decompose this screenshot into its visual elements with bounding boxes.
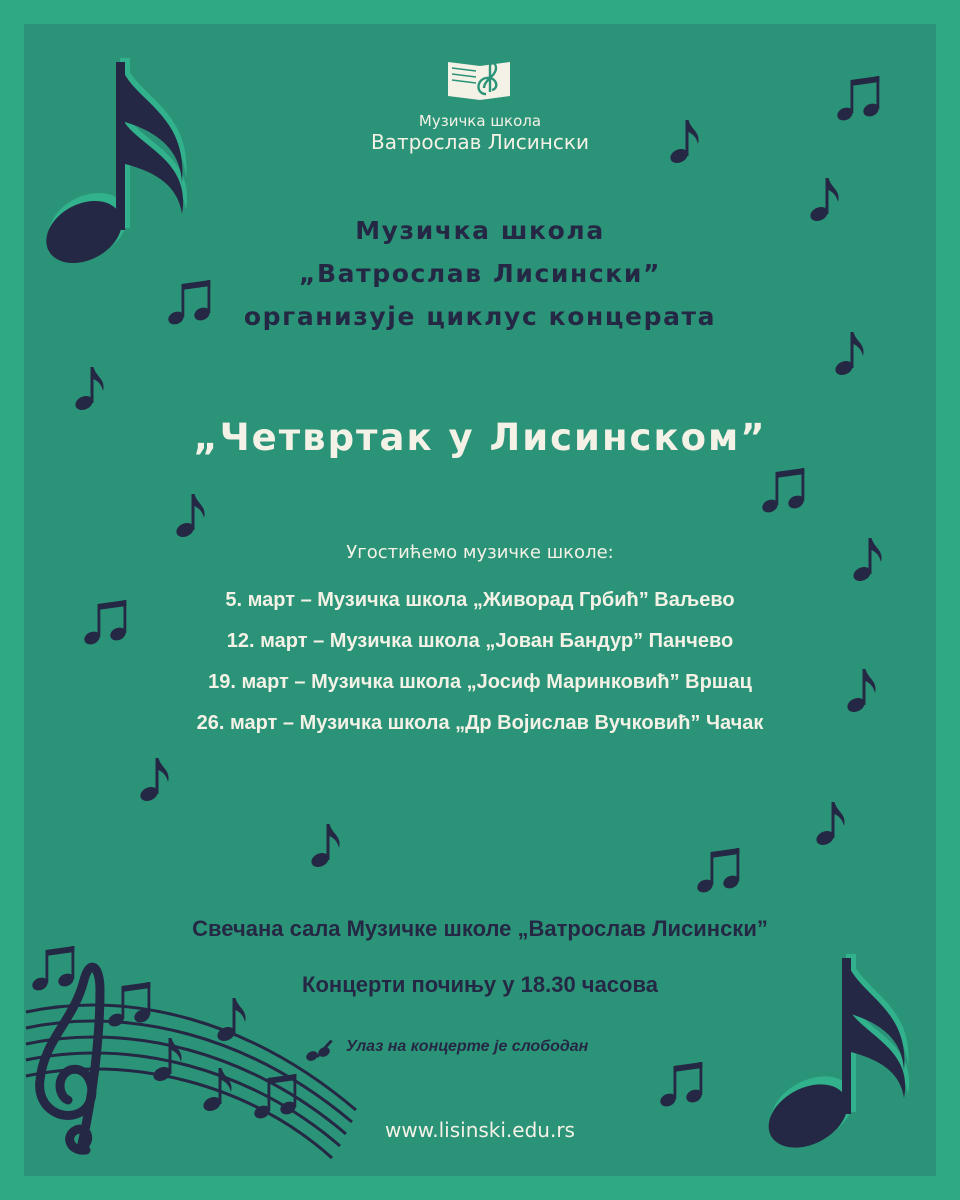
heading-line-3: организује циклус концерата: [243, 302, 717, 331]
venue: Свечана сала Музичке школе „Ватрослав Лисински”: [192, 916, 768, 941]
heading-line-2: „Ватрослав Лисински”: [298, 259, 662, 288]
cycle-title: „Четвртак у Лисинском”: [193, 416, 767, 459]
logo-school-label: Музичка школа: [418, 112, 542, 130]
concert-item: 12. март – Музичка школа „Јован Бандур” Панчево: [226, 630, 734, 652]
logo-school-name: Ватрослав Лисински: [371, 130, 589, 154]
guests-intro: Угостићемо музичке школе:: [346, 542, 614, 563]
concert-item: 26. март – Музичка школа „Др Војислав Вучковић” Чачак: [196, 712, 764, 734]
start-time: Концерти почињу у 18.30 часова: [302, 972, 658, 997]
school-logo-icon: [446, 58, 512, 102]
concert-item: 5. март – Музичка школа „Живорад Грбић” Ваљево: [225, 589, 735, 611]
website-link[interactable]: www.lisinski.edu.rs: [385, 1118, 575, 1142]
entry-note: Улаз на концерте је слободан: [346, 1038, 589, 1055]
concert-item: 19. март – Музичка школа „Јосиф Маринковић” Вршац: [208, 671, 752, 693]
heading-line-1: Музичка школа: [355, 216, 605, 245]
